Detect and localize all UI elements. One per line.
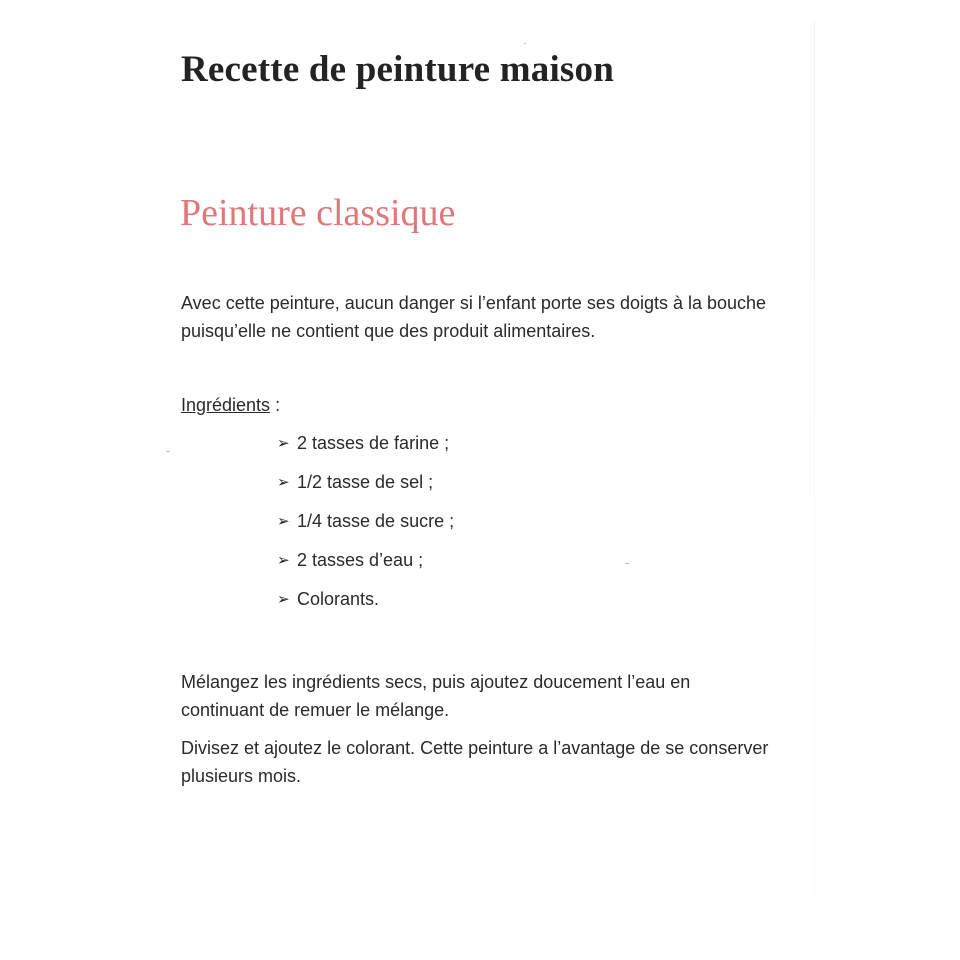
arrow-bullet-icon: ➢ xyxy=(277,435,290,452)
list-item xyxy=(277,511,454,550)
section-title: Peinture classique xyxy=(180,192,456,234)
list-item xyxy=(277,472,454,511)
ingredient-text: 2 tasses d’eau ; xyxy=(297,550,424,570)
list-item xyxy=(277,550,454,589)
arrow-bullet-icon: ➢ xyxy=(277,591,290,608)
list-item xyxy=(277,589,454,628)
scan-speck xyxy=(166,451,170,452)
page-title: Recette de peinture maison xyxy=(181,49,615,90)
instruction-paragraph: Divisez et ajoutez le colorant. Cette peinture a l’avantage de se conserver plusieurs mois. xyxy=(181,738,769,786)
ingredient-text: 1/4 tasse de sucre ; xyxy=(297,511,455,531)
arrow-bullet-icon: ➢ xyxy=(277,513,290,530)
intro-paragraph: Avec cette peinture, aucun danger si l’enfant porte ses doigts à la bouche puisqu’elle ne contient que des produit alimentaires. xyxy=(181,293,767,341)
scan-speck xyxy=(524,43,526,44)
arrow-bullet-icon: ➢ xyxy=(277,552,290,569)
ingredients-list xyxy=(277,433,454,628)
ingredients-colon: : xyxy=(270,395,281,415)
list-item xyxy=(277,433,454,472)
ingredients-heading xyxy=(181,395,280,416)
ingredient-text: Colorants. xyxy=(297,589,380,609)
ingredient-text: 2 tasses de farine ; xyxy=(297,433,450,453)
arrow-bullet-icon: ➢ xyxy=(277,474,290,491)
ingredients-label: Ingrédients xyxy=(181,395,271,415)
scan-edge-line xyxy=(814,20,815,900)
ingredient-text: 1/2 tasse de sel ; xyxy=(297,472,434,492)
instruction-paragraph: Mélangez les ingrédients secs, puis ajoutez doucement l’eau en continuant de remuer le mélange. xyxy=(181,672,691,720)
scan-speck xyxy=(625,563,629,564)
